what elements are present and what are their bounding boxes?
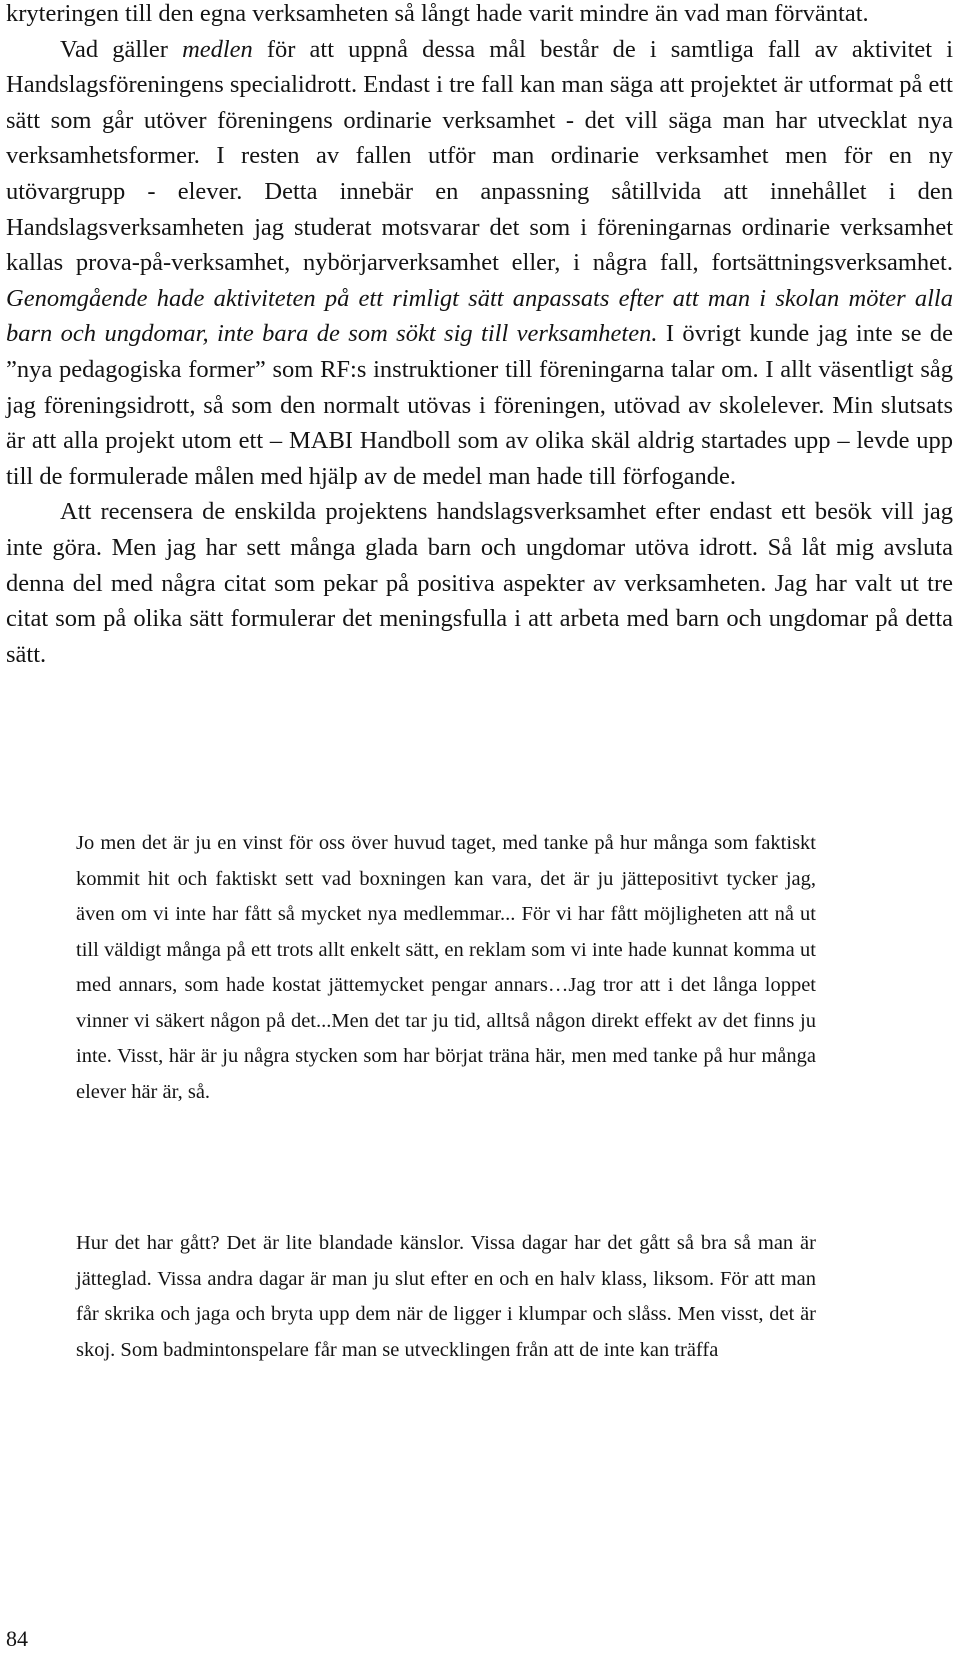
body-text <box>6 0 953 672</box>
paragraph-3-text: Att recensera de enskilda projektens handslagsverksamhet efter endast ett besök vill jag inte göra. Men jag har sett många glada barn och ungdomar utöva idrott. Så låt mig avsluta denna del med några citat som pekar på positiva aspekter av verksamheten. Jag har valt ut tre citat som på olika sätt formulerar det meningsfulla i att arbeta med barn och ungdomar på detta sätt. <box>6 498 953 668</box>
paragraph-1 <box>6 0 953 32</box>
block-quote-2: Hur det har gått? Det är lite blandade känslor. Vissa dagar har det gått så bra så man är jätteglad. Vissa andra dagar är man ju slut efter en och en halv klass, liksom. För att man får skrika och jaga och bryta upp dem när de ligger i klumpar och slåss. Men visst, det är skoj. Som badmintonspelare får man se utvecklingen från att de inte kan träffa <box>76 1232 816 1361</box>
paragraph-2-italic-sentence: Genomgående hade aktiviteten på ett rimligt sätt anpassats efter att man i skolan möter alla barn och ungdomar, inte bara de som sökt sig till verksamheten. <box>6 284 953 348</box>
paragraph-2-text-e: I övrigt kunde jag inte se de ”nya pedagogiska former” som RF:s instruktioner till föreningarna talar om. I allt väsentligt såg jag föreningsidrott, så som den normalt utövas i föreningen, utövad av skolelever. Min slutsats är att alla projekt utom ett – MABI Handboll som av olika skäl aldrig startades upp – levde upp till de formulerade målen med hjälp av de medel man hade till förfogande. <box>6 320 953 490</box>
block-quote-1: Jo men det är ju en vinst för oss över huvud taget, med tanke på hur många som faktiskt kommit hit och faktiskt sett vad boxningen kan vara, det är ju jättepositivt tycker jag, även om vi inte har fått så mycket nya medlemmar... För vi har fått möjligheten att nå ut till väldigt många på ett trots allt enkelt sätt, en reklam som vi inte hade kunnat komma ut med annars, som hade kostat jättemycket pengar annars…Jag tror att i det långa loppet vinner vi säkert någon på det...Men det tar ju tid, alltså någon direkt effekt av det finns ju inte. Visst, här är ju några stycken som har börjat träna här, men med tanke på hur många elever här är, så. <box>76 832 816 1103</box>
paragraph-2-text-a: Vad gäller <box>60 35 183 63</box>
paragraph-2-text-c: för att uppnå dessa mål består de i samtliga fall av aktivitet i Handslagsföreningens specialidrott. Endast i tre fall kan man säga att projektet är utformat på ett sätt som går utöver föreningens ordinarie verksamhet - det vill säga man har utvecklat nya verksamhetsformer. I resten av fallen utför man ordinarie verksamhet men för en ny utövargrupp - elever. Detta innebär en anpassning såtillvida att innehållet i den Handslagsverksamheten jag studerat motsvarar det som i föreningarnas ordinarie verksamhet kallas prova-på-verksamhet, nybörjarverksamhet eller, i några fall, fortsättningsverksamhet. <box>6 35 953 277</box>
paragraph-3 <box>6 494 953 672</box>
paragraph-1-text: kryteringen till den egna verksamheten så långt hade varit mindre än vad man förväntat. <box>6 0 869 27</box>
page-number: 84 <box>6 1626 28 1651</box>
paragraph-2 <box>6 32 953 495</box>
paragraph-2-emphasis: medlen <box>182 35 253 63</box>
